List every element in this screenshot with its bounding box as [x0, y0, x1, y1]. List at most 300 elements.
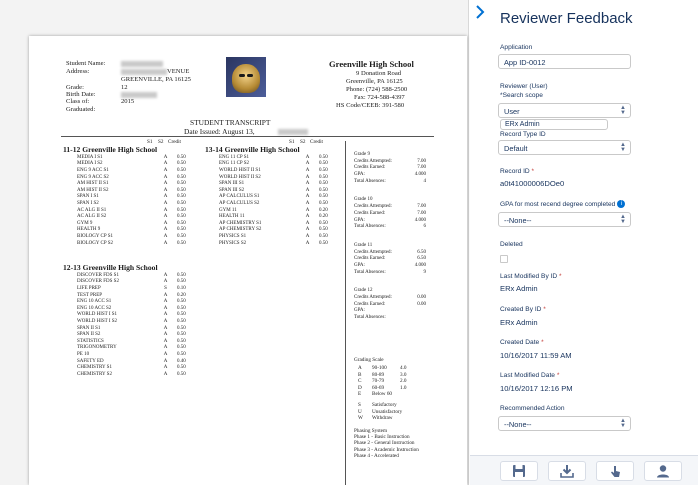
grading-scale-cell: 4.0	[400, 365, 407, 372]
course-name: PE 10	[77, 351, 90, 357]
download-button[interactable]	[548, 461, 586, 481]
course-credit: 0.50	[177, 299, 186, 305]
grading-scale-row	[354, 391, 422, 397]
course-credit: 0.50	[177, 325, 186, 331]
course-row	[77, 371, 186, 378]
school-address-1: 9 Donation Road	[356, 70, 402, 77]
course-grade: A	[163, 207, 168, 213]
grading-scale-cell: A	[358, 365, 362, 372]
course-name: ENG 11 CP S2	[219, 161, 250, 167]
course-grade: A	[163, 312, 168, 318]
course-credit: 0.50	[319, 227, 328, 233]
course-name: SPAN II S2	[77, 332, 101, 338]
course-row	[219, 187, 328, 194]
column-divider	[345, 141, 346, 485]
course-grade: A	[163, 214, 168, 220]
grading-scale-cell: 3.0	[400, 371, 407, 378]
last-modified-date-label	[500, 372, 559, 379]
application-label: Application	[500, 44, 533, 51]
download-icon	[560, 464, 574, 478]
course-list-1314	[219, 154, 328, 246]
grade-label: Grade:	[66, 84, 84, 91]
phase-row: Phase 1 - Basic Instruction	[354, 434, 410, 441]
course-credit: 0.50	[319, 154, 328, 160]
col-head-s1: S1	[147, 139, 153, 145]
summary-value	[408, 315, 426, 322]
phase-row: Phase 4 - Accelerated	[354, 453, 399, 460]
course-row	[77, 318, 186, 325]
course-row	[77, 358, 186, 365]
course-grade: A	[163, 338, 168, 344]
course-row	[77, 167, 186, 174]
course-credit: 0.50	[319, 167, 328, 173]
course-name: ENG 10 ACC S2	[77, 305, 112, 311]
course-grade: A	[305, 214, 310, 220]
course-credit: 0.50	[177, 345, 186, 351]
gpa-value: --None--	[504, 216, 532, 225]
class-of-value: 2015	[121, 98, 135, 105]
course-name: GYM 9	[77, 220, 93, 226]
deleted-checkbox[interactable]	[500, 255, 508, 263]
recommended-action-label: Recommended Action	[500, 405, 565, 412]
course-row	[219, 161, 328, 168]
summary-label: Credits Attempted:	[354, 158, 392, 164]
created-by-label	[500, 306, 546, 313]
birth-date-label: Birth Date:	[66, 91, 96, 98]
summary-value: 6	[423, 224, 426, 230]
summary-value: 7.00	[417, 165, 426, 171]
last-modified-by-value: ERx Admin	[500, 284, 538, 293]
course-name: STATISTICS	[77, 338, 104, 344]
course-credit: 0.10	[177, 285, 186, 291]
course-name: AC ALG II S2	[77, 214, 107, 220]
last-modified-date-value: 10/16/2017 12:16 PM	[500, 384, 573, 393]
grade-summary-row	[354, 295, 426, 302]
grade-summary-row	[354, 159, 426, 166]
course-credit: 0.50	[177, 220, 186, 226]
summary-label: Credits Earned:	[354, 301, 386, 307]
course-credit: 0.50	[177, 338, 186, 344]
deleted-label: Deleted	[500, 241, 523, 248]
transcript-page	[29, 36, 467, 485]
school-name: Greenville High School	[329, 59, 414, 69]
summary-label: Credits Earned:	[354, 165, 386, 171]
search-scope-label: *Search scope	[500, 92, 543, 99]
summary-label: Total Absences:	[354, 224, 386, 230]
updown-arrow-icon: ▲ ▼	[620, 418, 626, 429]
grade-legend-cell: S	[358, 402, 361, 409]
course-grade: A	[305, 200, 310, 206]
grading-scale-cell: C	[358, 378, 362, 385]
section-title-1314: 13-14 Greenville High School	[205, 145, 300, 154]
course-name: ENG 9 ACC S2	[77, 174, 109, 180]
summary-value: 0.00	[417, 295, 426, 300]
course-credit: 0.50	[177, 161, 186, 167]
course-name: WORLD HIST II S1	[219, 167, 261, 173]
course-grade: A	[163, 325, 168, 331]
record-type-label: Record Type ID	[500, 131, 546, 138]
grading-scale-cell: 1.0	[400, 384, 407, 391]
grading-scale-cell: E	[358, 391, 362, 398]
updown-arrow-icon: ▲ ▼	[620, 105, 626, 116]
course-grade: A	[305, 167, 310, 173]
course-row	[77, 298, 186, 305]
summary-label: Total Absences:	[354, 315, 386, 321]
course-credit: 0.50	[177, 279, 186, 285]
summary-value: 0.00	[417, 301, 426, 307]
course-grade: A	[305, 154, 310, 160]
save-button[interactable]	[500, 461, 538, 481]
last-modified-by-label	[500, 273, 562, 280]
course-name: CHEMISTRY S1	[77, 365, 112, 371]
summary-value: 4.000	[414, 172, 426, 178]
application-input[interactable]: App ID-0012	[498, 54, 631, 69]
course-credit: 0.50	[319, 187, 328, 193]
grade-summary-title: Grade 9	[354, 152, 370, 157]
course-row	[77, 312, 186, 319]
created-date-value: 10/16/2017 11:59 AM	[500, 351, 572, 360]
summary-value: 6.50	[417, 256, 426, 262]
redacted-date	[278, 129, 308, 135]
course-grade: A	[305, 240, 310, 246]
course-grade: A	[305, 227, 310, 233]
course-row	[77, 227, 186, 234]
summary-label: Credits Earned:	[354, 256, 386, 262]
course-row	[219, 220, 328, 227]
course-credit: 0.50	[177, 174, 186, 180]
course-row	[77, 161, 186, 168]
required-mark: *	[559, 273, 562, 280]
course-row	[77, 194, 186, 201]
course-name: BIOLOGY CP S2	[77, 240, 114, 246]
grade-summary-title: Grade 12	[354, 288, 373, 294]
course-name: SPAN III S1	[219, 181, 245, 187]
touch-button[interactable]	[596, 461, 634, 481]
course-row	[219, 207, 328, 214]
date-issued: Date Issued: August 13,	[184, 127, 255, 136]
search-scope-select[interactable]	[498, 103, 631, 118]
course-row	[77, 207, 186, 214]
course-row	[77, 154, 186, 161]
redacted-name	[121, 61, 163, 67]
course-credit: 0.20	[177, 292, 186, 298]
course-credit: 0.50	[177, 214, 186, 220]
grade-summary-row	[354, 211, 426, 218]
course-name: WORLD HIST I S2	[77, 318, 118, 324]
course-name: WORLD HIST II S2	[219, 174, 261, 180]
course-name: HEALTH 9	[77, 227, 101, 233]
course-credit: 0.50	[177, 194, 186, 200]
course-row	[219, 174, 328, 181]
grade-legend-cell: Withdraw	[372, 415, 393, 422]
course-row	[219, 233, 328, 240]
grade-summary-block	[354, 197, 426, 230]
summary-value: 7.00	[417, 204, 426, 210]
course-credit: 0.50	[177, 365, 186, 371]
grade-summary-row	[354, 302, 426, 309]
course-grade: A	[163, 332, 168, 338]
course-credit: 0.50	[177, 233, 186, 239]
course-credit: 0.50	[319, 233, 328, 239]
school-phone: Phone: (724) 588-2500	[346, 86, 408, 93]
course-credit: 0.50	[319, 174, 328, 180]
grading-scale-cell: 90-100	[372, 365, 387, 372]
course-credit: 0.50	[177, 167, 186, 173]
course-row	[77, 240, 186, 247]
course-name: AP CALCULUS S2	[219, 200, 260, 206]
summary-label: Total Absences:	[354, 178, 386, 184]
course-credit: 0.50	[319, 200, 328, 206]
course-credit: 0.50	[319, 194, 328, 200]
course-grade: A	[163, 240, 168, 246]
recommended-action-select[interactable]	[498, 416, 631, 431]
touch-icon	[608, 464, 622, 478]
col-head-s2: S2	[158, 139, 164, 145]
course-grade: A	[305, 233, 310, 239]
course-name: SPAN II S1	[77, 325, 101, 331]
course-name: CHEMISTRY S2	[77, 371, 112, 377]
summary-label: Credits Earned:	[354, 210, 386, 216]
section-title-1112: 11-12 Greenville High School	[63, 145, 158, 154]
grading-scale-cell: 60-69	[372, 384, 385, 391]
course-grade: A	[163, 174, 168, 180]
grade-summary-block	[354, 243, 426, 276]
course-row	[77, 364, 186, 371]
course-grade: A	[163, 181, 168, 187]
course-grade: A	[163, 233, 168, 239]
grade-summary-row	[354, 218, 426, 225]
course-row	[219, 167, 328, 174]
course-name: DISCOVER FDS S1	[77, 272, 119, 278]
summary-label: GPA:	[354, 308, 365, 314]
chevron-right-icon[interactable]	[470, 4, 490, 24]
course-row	[77, 272, 186, 279]
header-divider	[61, 136, 434, 137]
school-address-2: Greenville, PA 16125	[346, 78, 403, 85]
summary-value: 4.000	[414, 262, 426, 268]
record-id-label	[500, 168, 534, 175]
course-grade: A	[163, 299, 168, 305]
course-grade: A	[163, 279, 168, 285]
course-credit: 0.50	[177, 305, 186, 311]
school-ceeb: HS Code/CEEB: 391-580	[336, 102, 405, 109]
course-name: ENG 10 ACC S1	[77, 299, 112, 305]
updown-arrow-icon: ▲ ▼	[620, 214, 626, 225]
phase-row: Phase 2 - General Instruction	[354, 440, 415, 447]
course-row	[77, 325, 186, 332]
grade-legend-cell: W	[358, 415, 363, 422]
summary-value: 9	[423, 269, 426, 275]
course-row	[219, 200, 328, 207]
course-row	[219, 180, 328, 187]
course-row	[77, 345, 186, 352]
redacted-address	[121, 69, 167, 75]
course-credit: 0.50	[319, 181, 328, 187]
grade-summary-row	[354, 270, 426, 277]
course-row	[77, 233, 186, 240]
course-name: DISCOVER FDS S2	[77, 279, 119, 285]
course-grade: A	[163, 318, 168, 324]
course-credit: 0.50	[177, 187, 186, 193]
course-grade: A	[163, 227, 168, 233]
course-row	[77, 187, 186, 194]
summary-label: Credits Attempted:	[354, 295, 392, 300]
course-name: MEDIA I S2	[77, 161, 103, 167]
course-row	[77, 180, 186, 187]
grade-summary-row	[354, 315, 426, 322]
course-grade: A	[163, 167, 168, 173]
created-date-label-text: Created Date	[500, 339, 540, 346]
course-name: HEALTH 11	[219, 214, 245, 220]
course-row	[77, 331, 186, 338]
course-name: AM HIST II S2	[77, 187, 109, 193]
reviewer-feedback-panel	[470, 0, 698, 485]
course-grade: A	[163, 345, 168, 351]
grade-summary-row	[354, 204, 426, 211]
course-grade: A	[163, 161, 168, 167]
summary-label: Total Absences:	[354, 269, 386, 275]
grade-legend-cell: Satisfactory	[372, 402, 397, 409]
summary-label: GPA:	[354, 172, 365, 178]
recommended-action-value: --None--	[504, 420, 532, 429]
course-credit: 0.50	[177, 371, 186, 377]
grading-scale-cell: D	[358, 384, 362, 391]
grading-scale-title: Grading Scale	[354, 357, 384, 363]
course-row	[77, 292, 186, 299]
course-name: PHYSICS S1	[219, 233, 247, 239]
panel-title: Reviewer Feedback	[500, 10, 633, 27]
course-name: AP CHEMISTRY S1	[219, 220, 262, 226]
created-by-label-text: Created By ID	[500, 306, 542, 313]
course-credit: 0.50	[177, 332, 186, 338]
school-logo	[226, 57, 266, 97]
course-grade: A	[305, 220, 310, 226]
course-credit: 0.50	[177, 240, 186, 246]
school-fax: Fax: 724-588-4397	[354, 94, 405, 101]
grade-summary-title: Grade 11	[354, 242, 373, 248]
required-mark: *	[556, 372, 560, 379]
course-grade: A	[163, 272, 168, 278]
course-credit: 0.50	[177, 154, 186, 160]
document-title: STUDENT TRANSCRIPT	[190, 118, 271, 127]
grading-scale-cell: 70-79	[372, 378, 385, 385]
course-row	[219, 227, 328, 234]
section-title-1213: 12-13 Greenville High School	[63, 263, 158, 272]
course-credit: 0.50	[177, 312, 186, 318]
phase-row: Phase 3 - Academic Instruction	[354, 446, 419, 453]
class-of-label: Class of:	[66, 98, 90, 105]
course-name: AP CALCULUS S1	[219, 194, 260, 200]
col-head-s1: S1	[289, 139, 295, 145]
course-credit: 0.40	[177, 358, 186, 364]
graduated-label: Graduated:	[66, 106, 96, 113]
address-label: Address:	[66, 68, 90, 75]
course-row	[219, 213, 328, 220]
grade-summary-block	[354, 288, 426, 321]
course-row	[77, 174, 186, 181]
course-name: AP CHEMISTRY S2	[219, 227, 262, 233]
course-row	[77, 220, 186, 227]
summary-value: 4	[423, 178, 426, 184]
gpa-label	[500, 200, 625, 208]
grade-summary-row	[354, 308, 426, 315]
info-icon[interactable]: i	[617, 200, 625, 208]
course-grade: A	[163, 154, 168, 160]
course-name: SPAN I S2	[77, 200, 99, 206]
course-list-1112	[77, 154, 186, 246]
created-by-value: ERx Admin	[500, 318, 538, 327]
updown-arrow-icon: ▲ ▼	[620, 142, 626, 153]
reviewer-label: Reviewer (User)	[500, 83, 548, 90]
course-grade: A	[163, 351, 168, 357]
grade-summary-row	[354, 263, 426, 270]
course-grade: A	[163, 358, 168, 364]
grading-scale	[354, 357, 422, 460]
summary-value: 4.000	[414, 217, 426, 223]
summary-label: Credits Attempted:	[354, 204, 392, 210]
summary-value: 7.00	[417, 210, 426, 216]
course-grade: A	[163, 187, 168, 193]
course-name: AC ALG II S1	[77, 207, 107, 213]
summary-value: 6.50	[417, 249, 426, 255]
col-head-credit: Credit	[168, 139, 181, 145]
grade-summary-row	[354, 165, 426, 172]
summary-value	[408, 308, 426, 315]
course-credit: 0.50	[177, 318, 186, 324]
required-mark: *	[541, 339, 544, 346]
course-grade: A	[163, 194, 168, 200]
grading-scale-cell: Below 60	[372, 391, 393, 398]
course-grade: A	[305, 181, 310, 187]
course-credit: 0.50	[177, 207, 186, 213]
summary-label: GPA:	[354, 217, 365, 223]
user-button[interactable]	[644, 461, 682, 481]
course-grade: A	[163, 220, 168, 226]
course-name: WORLD HIST I S1	[77, 312, 118, 318]
course-grade: A	[163, 292, 168, 298]
grade-legend-cell: Unsatisfactory	[372, 408, 403, 415]
course-name: SAFETY ED	[77, 358, 104, 364]
created-date-label	[500, 339, 544, 346]
grade-summary-row	[354, 172, 426, 179]
summary-label: GPA:	[354, 262, 365, 268]
gpa-select[interactable]	[498, 212, 631, 227]
record-type-select[interactable]	[498, 140, 631, 155]
course-name: TEST PREP	[77, 292, 103, 298]
course-row	[77, 305, 186, 312]
course-credit: 0.50	[319, 220, 328, 226]
course-list-1213	[77, 272, 186, 378]
course-row	[219, 240, 328, 247]
course-grade: A	[305, 207, 310, 213]
required-mark: *	[531, 168, 535, 175]
course-row	[219, 154, 328, 161]
course-grade: A	[305, 161, 310, 167]
grade-legend-cell: U	[358, 408, 362, 415]
course-grade: S	[164, 285, 167, 291]
grade-legend-row	[354, 415, 422, 421]
save-icon	[512, 464, 526, 478]
course-credit: 0.50	[177, 181, 186, 187]
course-credit: 0.50	[177, 227, 186, 233]
reviewer-input[interactable]: ERx Admin	[500, 119, 608, 130]
grading-scale-cell: 80-89	[372, 371, 385, 378]
course-name: BIOLOGY CP S1	[77, 233, 114, 239]
course-name: AM HIST II S1	[77, 181, 109, 187]
course-row	[77, 351, 186, 358]
course-row	[77, 279, 186, 286]
course-grade: A	[163, 200, 168, 206]
